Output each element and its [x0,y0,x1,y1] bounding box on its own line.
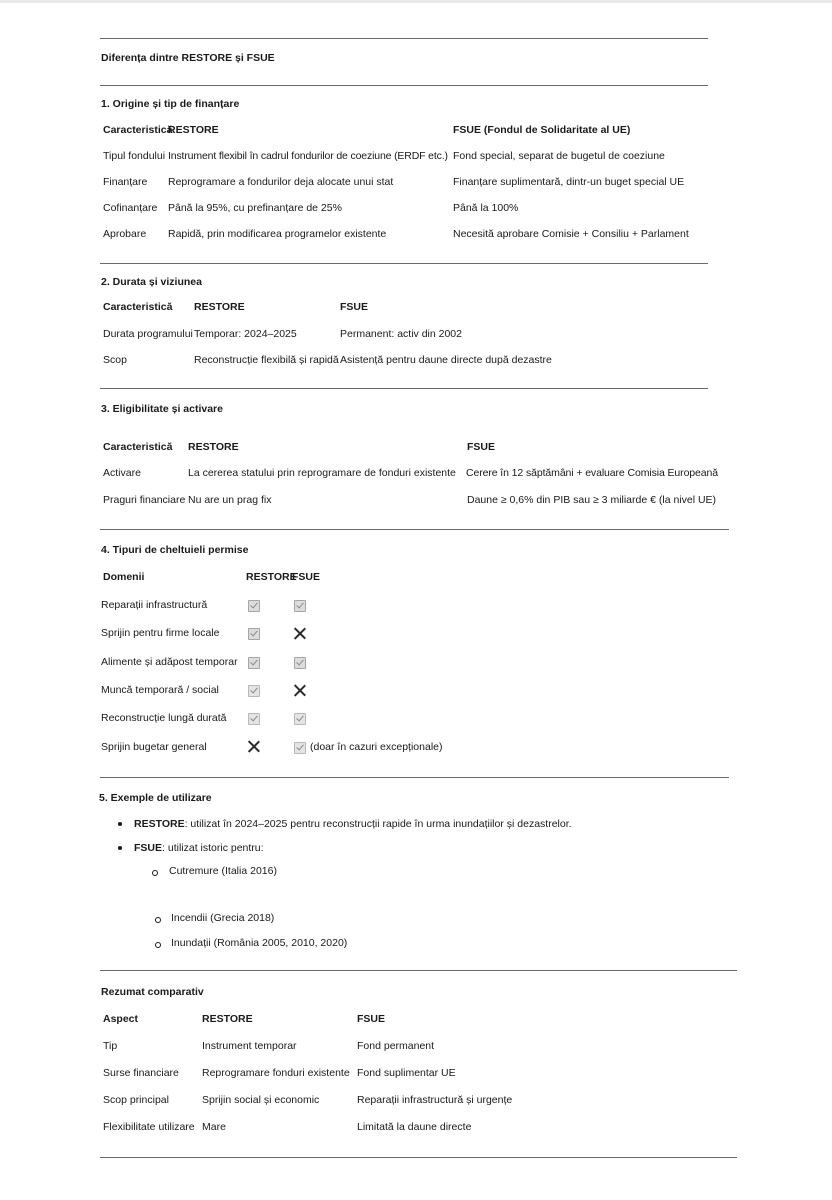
sub-bullet-icon [155,917,161,923]
s3-cell-fsue: Daune ≥ 0,6% din PIB sau ≥ 3 miliarde € (la nivel UE) [467,494,717,506]
summary-header-fsue: FSUE [357,1013,386,1025]
divider [100,777,729,778]
summary-cell-label: Flexibilitate utilizare [103,1121,195,1133]
s1-header-fsue: FSUE (Fondul de Solidaritate al UE) [453,124,631,136]
s1-cell-label: Aprobare [103,228,147,240]
cross-icon [293,684,306,697]
check-icon [248,657,260,669]
bullet-icon [118,822,122,826]
summary-cell-fsue: Fond suplimentar UE [357,1067,456,1079]
summary-cell-restore: Mare [202,1121,226,1133]
s1-header-characteristic: Caracteristică [103,124,173,136]
check-icon [248,628,260,640]
s4-row-label: Reconstrucție lungă durată [101,712,227,724]
s1-cell-fsue: Necesită aprobare Comisie + Consiliu + Parlament [453,228,689,240]
s5-bullet-restore-text: : utilizat în 2024–2025 pentru reconstrucții rapide în urma inundațiilor și dezastrelor. [184,818,572,830]
summary-heading: Rezumat comparativ [101,986,204,998]
summary-cell-fsue: Limitată la daune directe [357,1121,472,1133]
summary-cell-fsue: Reparații infrastructură și urgențe [357,1094,513,1106]
cross-icon [247,740,260,753]
s2-cell-label: Durata programului [103,328,193,340]
s3-header-fsue: FSUE [467,441,496,453]
section-4-heading: 4. Tipuri de cheltuieli permise [101,544,249,556]
s1-cell-fsue: Finanțare suplimentară, dintr-un buget special UE [453,176,685,188]
s4-row-label: Muncă temporară / social [101,684,219,696]
divider [100,970,737,971]
s5-bullet-restore-label: RESTORE [134,818,185,830]
section-1-heading: 1. Origine și tip de finanțare [101,98,240,110]
s4-header-fsue: FSUE [292,571,321,583]
check-icon [248,600,260,612]
divider [100,85,708,86]
s1-header-restore: RESTORE [168,124,219,136]
check-icon [294,713,306,725]
s3-cell-restore: Nu are un prag fix [188,494,272,506]
s3-header-restore: RESTORE [188,441,239,453]
divider [100,529,729,530]
summary-cell-restore: Reprogramare fonduri existente [202,1067,350,1079]
check-icon [294,600,306,612]
s5-sub-item: Cutremure (Italia 2016) [169,865,277,877]
bullet-icon [118,846,122,850]
s4-row-label: Alimente și adăpost temporar [101,656,238,668]
summary-cell-label: Scop principal [103,1094,169,1106]
s4-header-restore: RESTORE [246,571,297,583]
divider [100,1157,737,1158]
s5-sub-item: Incendii (Grecia 2018) [171,912,275,924]
section-5-heading: 5. Exemple de utilizare [99,792,212,804]
summary-cell-label: Surse financiare [103,1067,179,1079]
summary-cell-label: Tip [103,1040,118,1052]
s5-bullet-fsue-text: : utilizat istoric pentru: [162,842,264,854]
section-2-heading: 2. Durata și viziunea [101,276,202,288]
summary-cell-fsue: Fond permanent [357,1040,435,1052]
s3-cell-fsue: Cerere în 12 săptămâni + evaluare Comisia Europeană [466,467,719,479]
s4-row-label: Sprijin pentru firme locale [101,627,220,639]
s1-cell-fsue: Până la 100% [453,202,519,214]
s2-cell-fsue: Permanent: activ din 2002 [340,328,462,340]
s5-bullet-fsue-label: FSUE [134,842,163,854]
check-icon [294,742,306,754]
s2-cell-restore: Temporar: 2024–2025 [194,328,297,340]
summary-header-aspect: Aspect [103,1013,139,1025]
divider [100,38,708,39]
s4-row-label: Reparații infrastructură [101,599,208,611]
s5-bullet-restore [134,818,572,831]
s4-header-domains: Domenii [103,571,145,583]
s2-cell-fsue: Asistență pentru daune directe după dezastre [340,354,552,366]
s1-cell-restore: Până la 95%, cu prefinanțare de 25% [168,202,342,214]
check-icon [248,713,260,725]
s3-header-characteristic: Caracteristică [103,441,173,453]
s4-row-note: (doar în cazuri excepționale) [310,741,443,753]
s3-cell-restore: La cererea statului prin reprogramare de fonduri existente [188,467,456,479]
check-icon [248,685,260,697]
s2-header-fsue: FSUE [340,301,369,313]
s5-bullet-fsue [134,842,264,855]
divider [100,263,708,264]
s1-cell-restore: Rapidă, prin modificarea programelor existente [168,228,387,240]
summary-header-restore: RESTORE [202,1013,253,1025]
s4-row-label: Sprijin bugetar general [101,741,207,753]
s1-cell-label: Tipul fondului [103,150,166,162]
divider [100,388,708,389]
sub-bullet-icon [152,870,158,876]
s2-cell-label: Scop [103,354,127,366]
check-icon [294,657,306,669]
s2-header-characteristic: Caracteristică [103,301,173,313]
sub-bullet-icon [155,942,161,948]
summary-cell-restore: Instrument temporar [202,1040,297,1052]
cross-icon [293,627,306,640]
s2-header-restore: RESTORE [194,301,245,313]
section-3-heading: 3. Eligibilitate și activare [101,403,223,415]
s2-cell-restore: Reconstrucție flexibilă și rapidă [194,354,339,366]
summary-cell-restore: Sprijin social și economic [202,1094,320,1106]
s3-cell-label: Activare [103,467,141,479]
document-title: Diferența dintre RESTORE și FSUE [101,52,275,64]
s1-cell-fsue: Fond special, separat de bugetul de coeziune [453,150,665,162]
s1-cell-label: Finanțare [103,176,148,188]
s5-sub-item: Inundații (România 2005, 2010, 2020) [171,937,348,949]
s1-cell-restore: Instrument flexibil în cadrul fondurilor de coeziune (ERDF etc.) [168,150,448,162]
s1-cell-restore: Reprogramare a fondurilor deja alocate unui stat [168,176,394,188]
s3-cell-label: Praguri financiare [103,494,186,506]
s1-cell-label: Cofinanțare [103,202,158,214]
